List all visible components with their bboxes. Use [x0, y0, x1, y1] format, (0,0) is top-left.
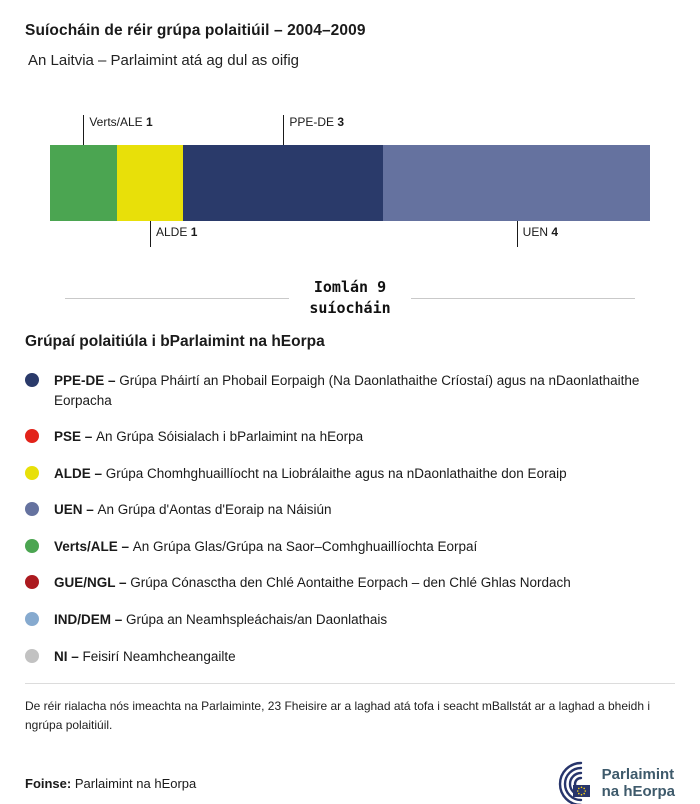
legend-item-ni — [25, 647, 675, 667]
divider-line-right — [411, 298, 635, 299]
callout-seat-count: 3 — [337, 115, 345, 129]
legend-dot-gue-ngl — [25, 575, 39, 589]
callout-uen — [517, 221, 558, 247]
hemicycle-logo-icon — [537, 760, 593, 804]
bar-segment-alde — [117, 145, 184, 221]
footnote: De réir rialacha nós imeachta na Parlaiminte, 23 Fheisire ar a laghad atá tofa i seacht mBallstát ar a laghad a bheidh i ngrúpa polaitiúil. — [25, 683, 675, 744]
legend-dot-uen — [25, 502, 39, 516]
logo-wordmark — [602, 766, 675, 801]
legend-label: PPE-DE – Grúpa Pháirtí an Phobail Eorpaigh (Na Daonlathaithe Críostaí) agus na nDaonlathaithe Eorpacha — [54, 373, 640, 408]
legend-dot-alde — [25, 466, 39, 480]
stacked-bar — [50, 145, 650, 221]
legend-item-verts-ale — [25, 537, 675, 557]
callout-seat-count: 1 — [190, 225, 198, 239]
legend-label: Verts/ALE – An Grúpa Glas/Grúpa na Saor–Comhghuaillíochta Eorpaí — [54, 538, 478, 554]
total-line-1: Iomlán 9 — [313, 278, 387, 296]
legend-list — [25, 371, 675, 666]
bar-segment-ppe-de — [183, 145, 383, 221]
legend-item-pse — [25, 427, 675, 447]
legend-label: ALDE – Grúpa Chomhghuaillíocht na Liobrálaithe agus na nDaonlathaithe don Eoraip — [54, 465, 567, 481]
callout-group-name: PPE-DE — [289, 115, 338, 129]
bar-segment-verts-ale — [50, 145, 117, 221]
bar-segment-uen — [383, 145, 650, 221]
callout-alde — [150, 221, 197, 247]
legend-dot-pse — [25, 429, 39, 443]
total-seats-row — [65, 277, 635, 319]
legend-heading: Grúpaí polaitiúla i bParlaimint na hEorpa — [25, 333, 325, 350]
legend-item-ind-dem — [25, 610, 675, 630]
legend-dot-ni — [25, 649, 39, 663]
callout-group-name: UEN — [522, 225, 552, 239]
callout-group-name: ALDE — [156, 225, 191, 239]
callout-group-name: Verts/ALE — [89, 115, 147, 129]
source-text: Parlaimint na hEorpa — [74, 775, 197, 791]
legend-item-ppe-de — [25, 371, 675, 410]
legend-label: IND/DEM – Grúpa an Neamhspleáchais/an Daonlathais — [54, 611, 388, 627]
logo-line-2: na hEorpa — [601, 783, 675, 801]
total-seats-label — [309, 277, 390, 319]
seats-chart — [50, 113, 650, 251]
source-label: Foinse: — [25, 775, 72, 791]
legend-label: UEN – An Grúpa d'Aontas d'Eoraip na Náisiún — [54, 502, 332, 518]
source-line — [25, 776, 196, 791]
total-line-2: suíocháin — [309, 299, 391, 317]
legend-item-uen — [25, 500, 675, 520]
page-title: Suíocháin de réir grúpa polaitiúil – 2004–2009 — [25, 22, 366, 39]
divider-line-left — [65, 298, 289, 299]
legend-label: GUE/NGL – Grúpa Cónasctha den Chlé Aontaithe Eorpach – den Chlé Ghlas Nordach — [54, 575, 571, 591]
legend-dot-ind-dem — [25, 612, 39, 626]
callout-ppe-de — [283, 115, 344, 145]
callout-verts-ale — [83, 115, 152, 145]
european-parliament-logo — [537, 760, 675, 804]
legend-label: NI – Feisirí Neamhcheangailte — [54, 648, 236, 664]
callout-seat-count: 1 — [146, 115, 153, 129]
callout-seat-count: 4 — [551, 225, 559, 239]
legend-item-alde — [25, 464, 675, 484]
logo-line-1: Parlaimint — [601, 766, 675, 783]
callouts-bottom — [50, 221, 650, 251]
page-subtitle: An Laitvia – Parlaimint atá ag dul as oifig — [28, 52, 299, 69]
callouts-top — [50, 113, 650, 145]
legend-item-gue-ngl — [25, 573, 675, 593]
footer — [25, 760, 675, 804]
legend-label: PSE – An Grúpa Sóisialach i bParlaimint na hEorpa — [54, 429, 364, 445]
legend-dot-verts-ale — [25, 539, 39, 553]
legend-dot-ppe-de — [25, 373, 39, 387]
